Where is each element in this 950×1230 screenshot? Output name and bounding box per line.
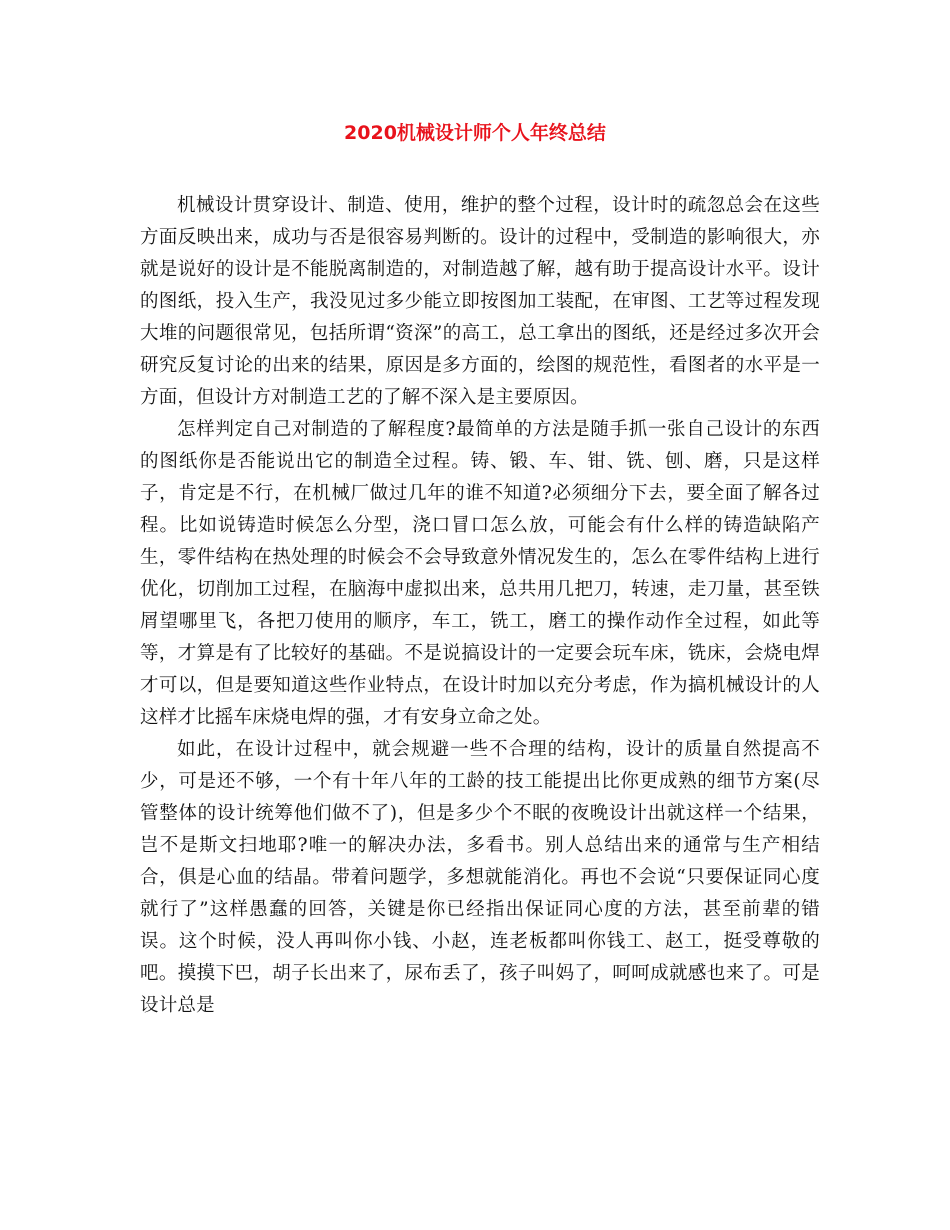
paragraph-3: 如此，在设计过程中，就会规避一些不合理的结构，设计的质量自然提高不少，可是还不够，一个有十年八年的工龄的技工能提出比你更成熟的细节方案(尽管整体的设计统筹他们做不了)，但是多少个不眠的夜晚设计出就这样一个结果，岂不是斯文扫地耶?唯一的解决办法，多看书。别人总结出来的通常与生产相结合，俱是心血的结晶。带着问题学，多想就能消化。再也不会说“只要保证同心度就行了”这样愚蠢的回答，关键是你已经指出保证同心度的方法，甚至前辈的错误。这个时候，没人再叫你小钱、小赵，连老板都叫你钱工、赵工，挺受尊敬的吧。摸摸下巴，胡子长出来了，尿布丢了，孩子叫妈了，呵呵成就感也来了。可是设计总是: [140, 739, 820, 1016]
document-title: 2020机械设计师个人年终总结: [344, 122, 606, 144]
paragraph-1: 机械设计贯穿设计、制造、使用，维护的整个过程，设计时的疏忽总会在这些方面反映出来，成功与否是很容易判断的。设计的过程中，受制造的影响很大，亦就是说好的设计是不能脱离制造的，对制造越了解，越有助于提高设计水平。设计的图纸，投入生产，我没见过多少能立即按图加工装配，在审图、工艺等过程发现大堆的问题很常见，包括所谓“资深”的高工，总工拿出的图纸，还是经过多次开会研究反复讨论的出来的结果，原因是多方面的，绘图的规范性，看图者的水平是一方面，但设计方对制造工艺的了解不深入是主要原因。: [140, 195, 820, 408]
paragraph-2: 怎样判定自己对制造的了解程度?最简单的方法是随手抓一张自己设计的东西的图纸你是否能说出它的制造全过程。铸、锻、车、钳、铣、刨、磨，只是这样子，肯定是不行，在机械厂做过几年的谁不知道?必须细分下去，要全面了解各过程。比如说铸造时候怎么分型，浇口冒口怎么放，可能会有什么样的铸造缺陷产生，零件结构在热处理的时候会不会导致意外情况发生的，怎么在零件结构上进行优化，切削加工过程，在脑海中虚拟出来，总共用几把刀，转速，走刀量，甚至铁屑望哪里飞，各把刀使用的顺序，车工，铣工，磨工的操作动作全过程，如此等等，才算是有了比较好的基础。不是说搞设计的一定要会玩车床，铣床，会烧电焊才可以，但是要知道这些作业特点，在设计时加以充分考虑，作为搞机械设计的人这样才比摇车床烧电焊的强，才有安身立命之处。: [140, 419, 820, 728]
document-body: [140, 190, 820, 1022]
